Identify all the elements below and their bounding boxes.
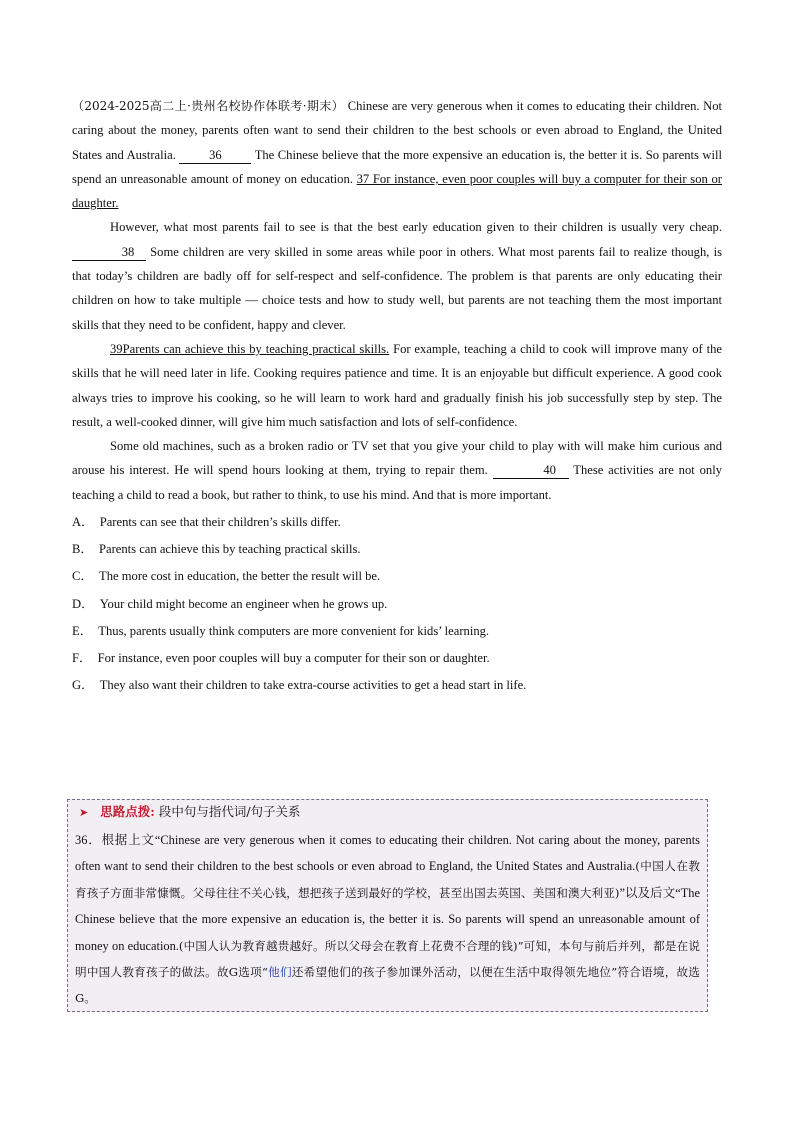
paragraph-1-text-a: Chinese are very generous when it comes to educating their children. Not caring about the money, parents often want to send their children to the best schools or even abroad to England, the United States and Australia. [72,99,723,162]
analysis-header [75,802,700,823]
paragraph-2-text-a: However, what most parents fail to see is that the best early education given to their children is usually very cheap. [110,220,722,235]
blank-38: 38 [72,245,146,261]
option-d: D． Your child might become an engineer when he grows up. [72,596,388,611]
option-c: C． The more cost in education, the better the result will be. [72,569,381,584]
blank-39-answer: 39Parents can achieve this by teaching practical skills. [110,341,390,356]
analysis-title: 段中句与指代词/句子关系 [158,804,301,819]
option-g: G． They also want their children to take extra-course activities to get a head start in life. [72,678,527,693]
blank-36: 36 [179,148,251,164]
options-list [72,509,722,699]
option-e: E． Thus, parents usually think computers are more convenient for kids’ learning. [72,623,490,638]
option-f: F． For instance, even poor couples will buy a computer for their son or daughter. [72,651,490,666]
analysis-label: 思路点拨: [100,804,155,819]
arrow-icon: ➤ [79,806,89,819]
option-a: A． Parents can see that their children’s skills differ. [72,515,341,530]
option-b: B． Parents can achieve this by teaching practical skills. [72,542,361,557]
analysis-box [67,799,708,1012]
highlight-they: 他们 [267,965,292,980]
paragraph-2-text-b: Some children are very skilled in some areas while poor in others. What most parents fail to realize though, is that today’s children are badly off for self-respect and self-confidence. The problem is that parents are only educating their children on how to take multiple — choice tests and how to study well, but parents are not teaching them the most important skills that they need to be confident, happy and clever. [72,244,722,332]
paragraph-2 [72,215,722,336]
paragraph-1 [72,94,722,215]
blank-40: 40 [493,463,569,479]
paragraph-1-text-b: The Chinese believe that the more expensive an education is, the better it is. So parents will spend an unreasonable amount of money on education. [72,147,723,186]
paragraph-4-text-b: These activities are not only teaching a child to read a book, but rather to think, to use his mind. And that is more important. [72,463,723,502]
paragraph-3 [72,337,722,434]
paragraph-4 [72,434,722,507]
source-label: （2024-2025高二上·贵州名校协作体联考·期末） [72,99,345,113]
analysis-text: 36．根据上文“Chinese are very generous when it comes to educating their children. Not caring about the money, parents often want to send their children to the best schools or even abroad to England, the United States and Australia.(中国人在教育孩子方面非常慷慨。父母往往不关心钱，想把孩子送到最好的学校，甚至出国去英国、美国和澳大利亚)”以及后文“The Chinese believe that the more expensive an education is, the better it is. So parents will spend an unreasonable amount of money on education.(中国人认为教育越贵越好。所以父母会在教育上花费不合理的钱)”可知，本句与前后并列，都是在说明中国人教育孩子的做法。故G选项“他们还希望他们的孩子参加课外活动，以便在生活中取得领先地位”符合语境，故选G。 [75,833,700,1006]
paragraph-4-text-a: Some old machines, such as a broken radio or TV set that you give your child to play with will make him curious and arouse his interest. He will spend hours looking at them, trying to repair them. [72,439,722,478]
blank-37-answer: 37 For instance, even poor couples will buy a computer for their son or daughter. [72,171,722,211]
paragraph-3-text: For example, teaching a child to cook will improve many of the skills that he will need later in life. Cooking requires patience and time. It is an enjoyable but difficult experience. A good cook always tries to improve his cooking, so he will learn to work hard and gradually finish his job successfully step by step. The result, a well-cooked dinner, will give him much satisfaction and lots of self-confidence. [72,341,722,429]
passage [72,94,722,699]
